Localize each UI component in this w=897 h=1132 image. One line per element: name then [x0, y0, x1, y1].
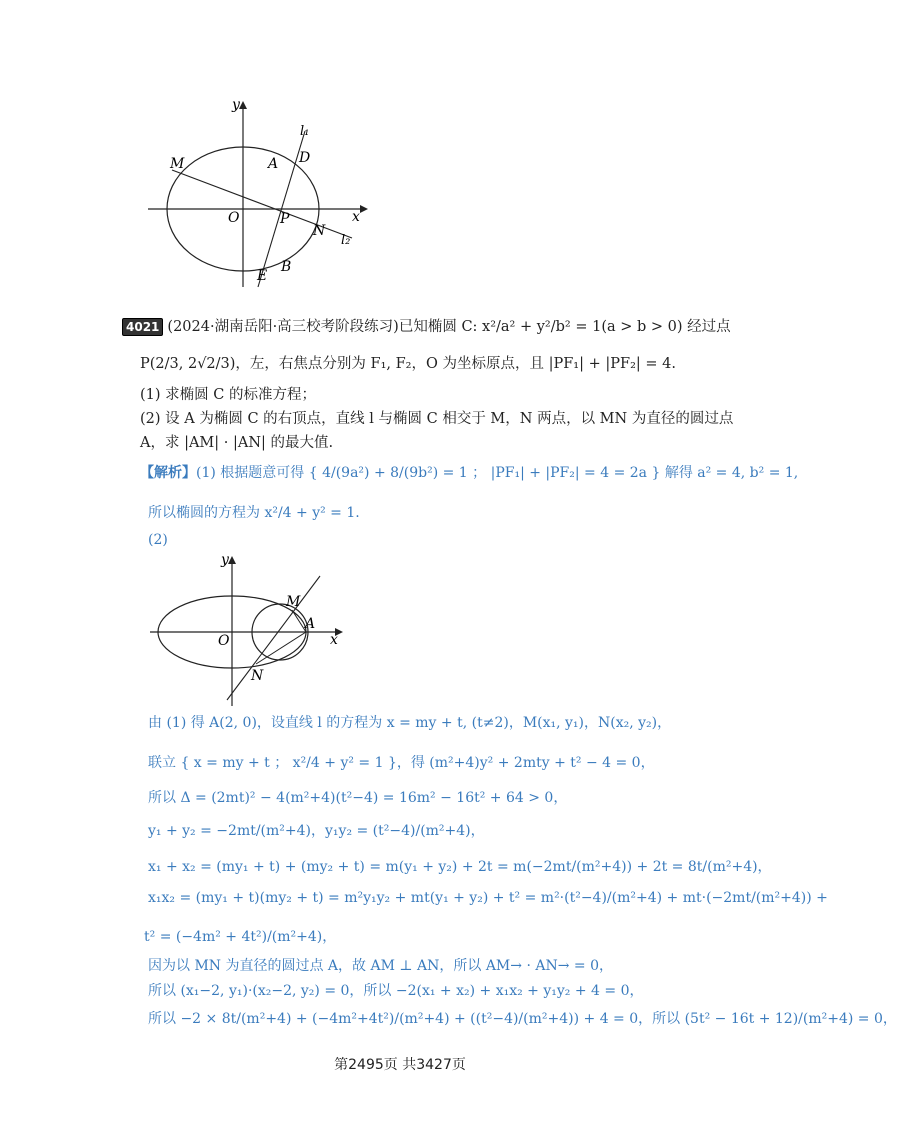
- label-x: x: [352, 209, 360, 225]
- problem-number-badge: 4021: [122, 318, 163, 336]
- y-axis-arrow: [228, 556, 236, 564]
- figure-1-ellipse-diagram: [140, 95, 380, 290]
- label-e: E: [257, 268, 268, 284]
- label-b: B: [281, 259, 292, 275]
- label-n: N: [251, 668, 264, 684]
- solution-part-1: (1) 根据题意可得 { 4/(9a²) + 8/(9b²) = 1 ； |PF₁| + |PF₂| = 4 = 2a } 解得 a² = 4, b² = 1,: [196, 465, 799, 481]
- label-a: A: [305, 616, 316, 632]
- label-y: y: [232, 97, 240, 113]
- question-1: (1) 求椭圆 C 的标准方程；: [140, 387, 316, 403]
- solution-line-10: t² = (−4m² + 4t²)/(m²+4)，: [144, 929, 337, 945]
- solution-line-8: x₁ + x₂ = (my₁ + t) + (my₂ + t) = m(y₁ + y₂) + 2t = m(−2mt/(m²+4)) + 2t = 8t/(m²+4)，: [148, 859, 772, 875]
- label-p: P: [280, 211, 290, 227]
- solution-line-7: y₁ + y₂ = −2mt/(m²+4)，y₁y₂ = (t²−4)/(m²+4)，: [148, 823, 485, 839]
- label-l1: l₁: [300, 124, 310, 139]
- label-x: x: [330, 632, 338, 648]
- label-m: M: [286, 594, 301, 610]
- solution-line-11: 因为以 MN 为直径的圆过点 A，故 AM ⊥ AN，所以 AM→ · AN→ = 0，: [148, 958, 613, 974]
- label-o: O: [228, 210, 240, 226]
- line-l: [227, 576, 320, 700]
- solution-line-5: 联立 { x = my + t ； x²/4 + y² = 1 }，得 (m²+4)y² + 2mty + t² − 4 = 0，: [148, 755, 655, 771]
- solution-line-1: [140, 462, 798, 482]
- label-m: M: [170, 156, 185, 172]
- solution-tag: 【解析】: [140, 465, 196, 481]
- label-d: D: [299, 150, 311, 166]
- label-a: A: [268, 156, 279, 172]
- page-footer: 第2495页 共3427页: [334, 1057, 466, 1073]
- problem-line-1: [122, 315, 731, 336]
- problem-line-2: P(2/3, 2√2/3)，左，右焦点分别为 F₁, F₂，O 为坐标原点，且 |PF₁| + |PF₂| = 4.: [140, 356, 676, 372]
- problem-source-text: (2024·湖南岳阳·高三校考阶段练习)已知椭圆 C: x²/a² + y²/b² = 1(a > b > 0) 经过点: [167, 319, 731, 335]
- solution-line-13: 所以 −2 × 8t/(m²+4) + (−4m²+4t²)/(m²+4) + ((t²−4)/(m²+4)) + 4 = 0，所以 (5t² − 16t + 12)/(m²+4) = 0，: [148, 1011, 897, 1027]
- label-o: O: [218, 633, 230, 649]
- segment-am: [292, 610, 306, 632]
- figure-2-ellipse-circle-diagram: [145, 548, 355, 708]
- solution-line-4: 由 (1) 得 A(2, 0)，设直线 l 的方程为 x = my + t, (t≠2)，M(x₁, y₁)，N(x₂, y₂)，: [148, 715, 672, 731]
- label-y: y: [221, 552, 229, 568]
- solution-line-2: 所以椭圆的方程为 x²/4 + y² = 1.: [148, 505, 360, 521]
- label-l2: l₂: [341, 233, 351, 248]
- solution-line-3: (2): [148, 532, 168, 548]
- solution-line-9: x₁x₂ = (my₁ + t)(my₂ + t) = m²y₁y₂ + mt(y₁ + y₂) + t² = m²·(t²−4)/(m²+4) + mt·(−2mt/(m²+4)) +: [148, 890, 828, 906]
- y-axis-arrow: [239, 101, 247, 109]
- solution-line-12: 所以 (x₁−2, y₁)·(x₂−2, y₂) = 0，所以 −2(x₁ + x₂) + x₁x₂ + y₁y₂ + 4 = 0，: [148, 983, 644, 999]
- x-axis-arrow: [360, 205, 368, 213]
- solution-line-6: 所以 Δ = (2mt)² − 4(m²+4)(t²−4) = 16m² − 16t² + 64 > 0，: [148, 790, 568, 806]
- label-n: N: [313, 223, 326, 239]
- question-2-part-b: A，求 |AM| · |AN| 的最大值.: [140, 435, 334, 451]
- question-2-part-a: (2) 设 A 为椭圆 C 的右顶点，直线 l 与椭圆 C 相交于 M，N 两点，以 MN 为直径的圆过点: [140, 411, 734, 427]
